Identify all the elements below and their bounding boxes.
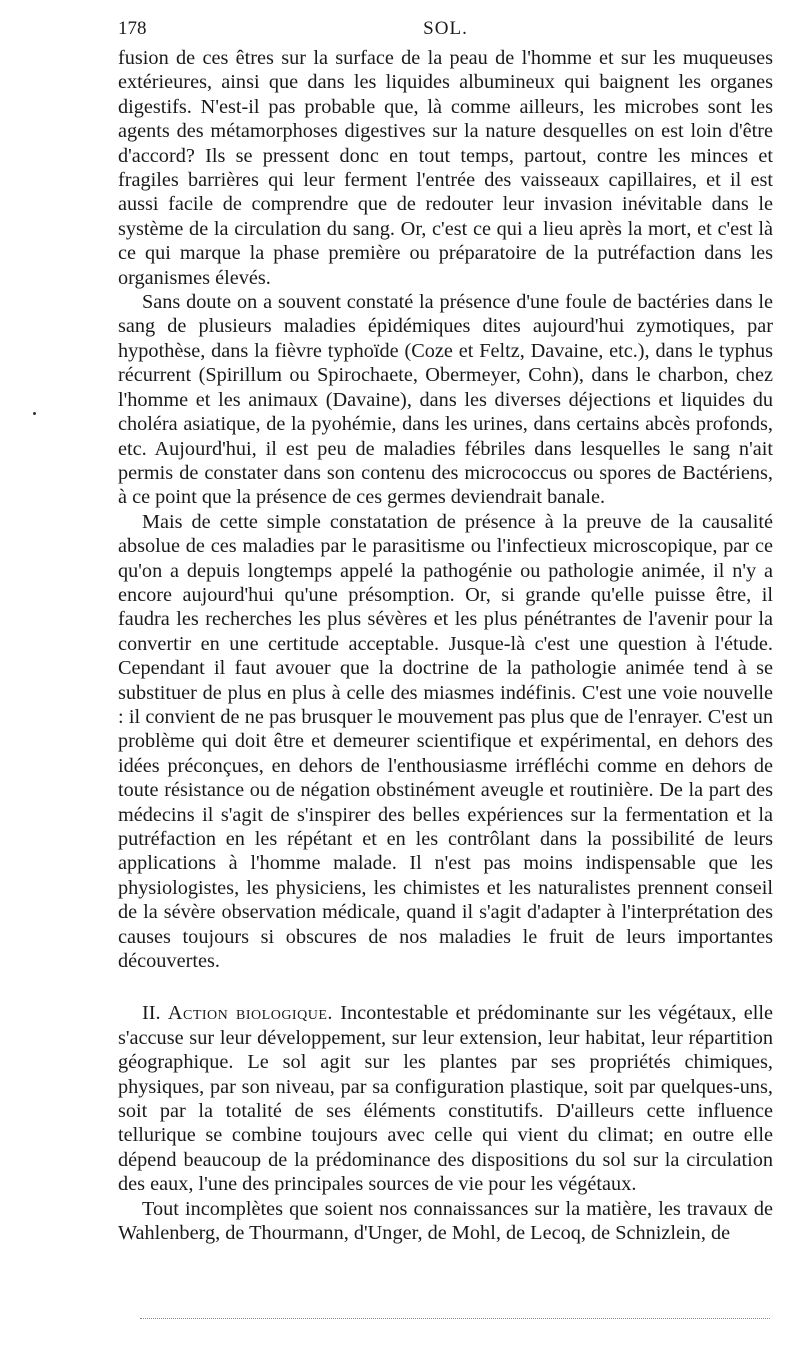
paragraph-bacteria: Sans doute on a souvent constaté la présence d'une foule de bactéries dans le sang de plusieurs maladies épidémiques dites aujourd'hui zymotiques, par hypothèse, dans la fièvre typhoïde (Coze et Feltz, Davaine, etc.), dans le typhus récurrent (Spirillum ou Spirochaete, Obermeyer, Cohn), dans le charbon, chez l'homme et les animaux (Davaine), dans les diverses déjections et liquides du choléra asiatique, de la pyohémie, dans les urines, dans certains abcès profonds, etc. Aujourd'hui, il est peu de maladies fébriles dans lesquelles le sang n'ait permis de constater dans son contenu des micrococcus ou spores de Bactériens, à ce point que la présence de ces germes deviendrait banale. [118,291,773,509]
section-title: Action biologique. [167,1002,333,1025]
section-spacer [118,973,773,1001]
running-title: SOL. [423,18,468,39]
page-header [118,18,773,46]
book-page [118,18,773,1246]
page-number: 178 [118,18,147,39]
paragraph-pathology: Mais de cette simple constatation de présence à la preuve de la causalité absolue de ces maladies par le parasitisme ou l'infectieux microscopique, par ce qu'on a depuis longtemps appelé la pathogénie ou pathologie animée, il n'y a encore aujourd'hui qu'une présomption. Or, si grande qu'elle puisse être, il faudra les recherches les plus sévères et les plus pénétrantes de l'avenir pour la convertir en une certitude acceptable. Jusque-là c'est une question à l'étude. Cependant il faut avouer que la doctrine de la pathologie animée tend à se substituer de plus en plus à celle des miasmes indéfinis. C'est une voie nouvelle : il convient de ne pas brusquer le mouvement pas plus que de l'enrayer. C'est un problème qui doit être et demeurer scientifique et expérimental, en dehors des idées préconçues, en dehors de l'enthousiasme irréfléchi comme en dehors de toute résistance ou de négation obstinément aveugle et routinière. De la part des médecins il s'agit de s'inspirer des belles expériences sur la fermentation et la putréfaction en les répétant et en les contrôlant dans la possibilité de leurs applications à l'homme malade. Il n'est pas moins indispensable que les physiologistes, les physiciens, les chimistes et les naturalistes prennent conseil de la sévère observation médicale, quand il s'agit d'adapter à l'interprétation des causes toujours si obscures de nos maladies le fruit de leurs importantes découvertes. [118,510,773,973]
margin-dot [33,412,36,415]
paragraph-continued: fusion de ces êtres sur la surface de la peau de l'homme et sur les muqueuses extérieures, ainsi que dans les liquides albumineux qui baignent les organes digestifs. N'est-il pas probable que, là comme ailleurs, les microbes sont les agents des métamorphoses digestives sur la nature desquelles on est loin d'être d'accord? Ils se pressent donc en tout temps, partout, contre les minces et fragiles barrières qui leur ferment l'entrée des vaisseaux capillaires, et il est aussi facile de comprendre que de redouter leur invasion inévitable dans le système de la circulation du sang. Or, c'est ce qui a lieu après la mort, et c'est là ce qui marque la phase première ou préparatoire de la putréfaction dans les organismes élevés. [118,47,773,289]
paragraph-final: Tout incomplètes que soient nos connaissances sur la matière, les travaux de Wahlenberg, de Thourmann, d'Unger, de Mohl, de Lecoq, de Schnizlein, de [118,1197,773,1245]
section-body: Incontestable et prédominante sur les végétaux, elle s'accuse sur leur développement, sur leur extension, leur habitat, leur répartition géographique. Le sol agit sur les plantes par ses propriétés chimiques, physiques, par son niveau, par sa configuration plastique, soit par quelques-uns, soit par la totalité de ses éléments constitutifs. D'ailleurs cette influence tellurique se combine toujours avec celle qui vient du climat; en outre elle dépend beaucoup de la prédominance des dispositions du sol sur la circulation des eaux, l'une des principales sources de vie pour les végétaux. [118,1002,773,1196]
bottom-rule [140,1318,770,1319]
section-number: II. [142,1002,161,1025]
section-biological-action [118,1001,773,1196]
